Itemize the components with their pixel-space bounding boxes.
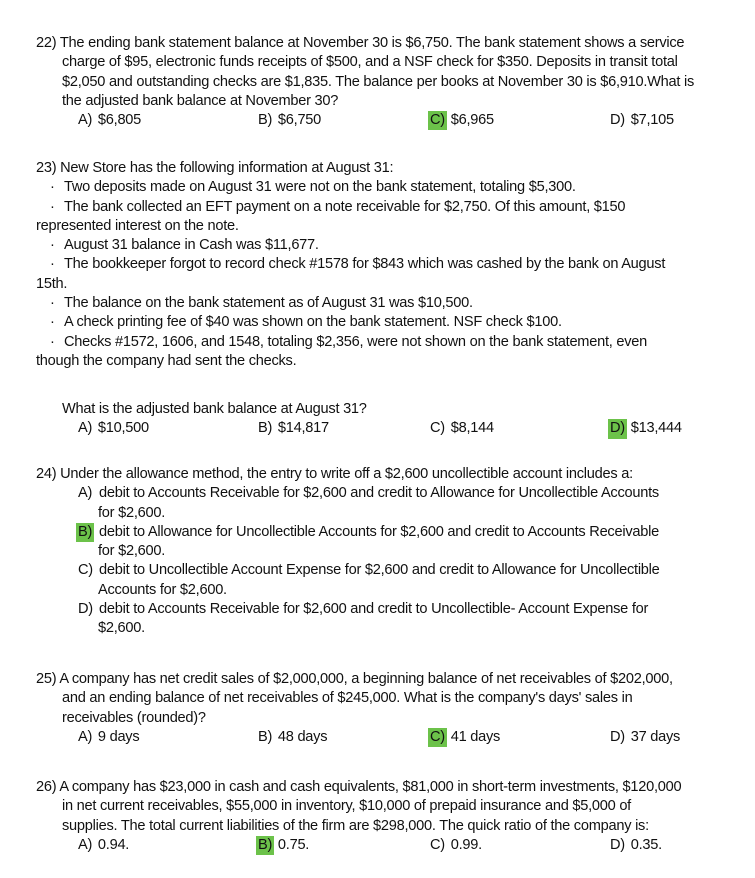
q22-option-b[interactable]: B) $6,750 (258, 112, 322, 129)
q25-line-3: receivables (rounded)? (62, 709, 206, 726)
q25-options (36, 728, 736, 748)
q23-bullet-7-cont: though the company had sent the checks. (36, 352, 297, 369)
question-25 (36, 670, 736, 748)
q24-choice-c[interactable]: C) debit to Uncollectible Account Expense for $2,600 and credit to Allowance for Uncollectible (78, 562, 660, 579)
question-26 (36, 778, 736, 856)
bullet-dot-icon: · (50, 237, 55, 254)
q22-line-4: the adjusted bank balance at November 30? (62, 92, 339, 109)
q24-stem: 24) Under the allowance method, the entry to write off a $2,600 uncollectible account includes a: (36, 466, 633, 482)
q23-option-a[interactable]: A) $10,500 (78, 420, 149, 437)
q24-choice-b-wrap: for $2,600. (98, 543, 166, 560)
q23-bullet-1: · Two deposits made on August 31 were not on the bank statement, totaling $5,300. (36, 178, 736, 197)
q23-bullet-4-cont: 15th. (36, 275, 68, 292)
q22-option-c[interactable]: C) $6,965 (430, 111, 494, 130)
q24-choice-b[interactable]: B) debit to Allowance for Uncollectible Accounts for $2,600 and credit to Accounts Receivable (36, 523, 736, 542)
q23-bullet-4: · The bookkeeper forgot to record check #1578 for $843 which was cashed by the bank on August (36, 255, 736, 274)
q24-choice-a-wrap: for $2,600. (98, 504, 166, 521)
q25-option-d[interactable]: D) 37 days (610, 728, 681, 745)
q26-options (36, 836, 736, 856)
q25-line-1: 25) A company has net credit sales of $2,000,000, a beginning balance of net receivables of $202,000, (36, 671, 673, 687)
q23-bullet-2-cont: represented interest on the note. (36, 217, 239, 234)
q24-choice-d-wrap: $2,600. (98, 620, 145, 637)
q23-option-c[interactable]: C) $8,144 (430, 420, 494, 437)
question-24 (36, 465, 736, 639)
q24-choice-c-wrap: Accounts for $2,600. (98, 581, 227, 598)
q23-bullet-6: · A check printing fee of $40 was shown on the bank statement. NSF check $100. (36, 313, 736, 332)
q22-line-1: 22) The ending bank statement balance at November 30 is $6,750. The bank statement shows a service (36, 35, 685, 51)
q23-bullet-3: · August 31 balance in Cash was $11,677. (36, 236, 736, 255)
question-22 (36, 34, 736, 131)
question-23 (36, 159, 736, 371)
q22-options (36, 111, 736, 131)
q26-option-c[interactable]: C) 0.99. (430, 836, 482, 853)
bullet-dot-icon: · (50, 256, 55, 273)
q25-option-a[interactable]: A) 9 days (78, 728, 140, 745)
q22-correct-marker: C) (428, 111, 447, 130)
q23-bullet-7: · Checks #1572, 1606, and 1548, totaling $2,356, were not shown on the bank statement, even (36, 333, 736, 352)
q22-option-a[interactable]: A) $6,805 (78, 112, 142, 129)
bullet-dot-icon: · (50, 295, 55, 312)
q24-choice-a[interactable]: A) debit to Accounts Receivable for $2,600 and credit to Allowance for Uncollectible Accounts (78, 485, 659, 502)
bullet-dot-icon: · (50, 333, 55, 350)
q24-choice-d[interactable]: D) debit to Accounts Receivable for $2,600 and credit to Uncollectible- Account Expense for (78, 601, 649, 618)
q25-correct-marker: C) (428, 728, 447, 747)
q23-option-d[interactable]: D) $13,444 (610, 419, 682, 438)
question-23-prompt (36, 400, 736, 439)
q23-question: What is the adjusted bank balance at August 31? (62, 401, 367, 417)
q23-bullet-2: · The bank collected an EFT payment on a note receivable for $2,750. Of this amount, $150 (36, 198, 736, 217)
q26-line-2: in net current receivables, $55,000 in inventory, $10,000 of prepaid insurance and $5,000 of (62, 798, 631, 815)
q22-line-2: charge of $95, electronic funds receipts of $500, and a NSF check for $350. Deposits in transit total (62, 54, 678, 71)
q25-option-c[interactable]: C) 41 days (430, 728, 500, 747)
bullet-dot-icon: · (50, 179, 55, 196)
q23-bullet-5: · The balance on the bank statement as of August 31 was $10,500. (36, 294, 736, 313)
q22-option-d[interactable]: D) $7,105 (610, 112, 674, 129)
q26-option-d[interactable]: D) 0.35. (610, 836, 662, 853)
q23-intro: 23) New Store has the following information at August 31: (36, 160, 394, 176)
bullet-dot-icon: · (50, 198, 55, 215)
q23-options (36, 419, 736, 439)
q26-option-b[interactable]: B) 0.75. (258, 836, 309, 855)
bullet-dot-icon: · (50, 314, 55, 331)
q26-correct-marker: B) (256, 836, 274, 855)
q22-line-3: $2,050 and outstanding checks are $1,835. The balance per books at November 30 is $6,910.What is (62, 73, 695, 90)
q26-option-a[interactable]: A) 0.94. (78, 836, 130, 853)
q23-option-b[interactable]: B) $14,817 (258, 420, 329, 437)
q26-line-3: supplies. The total current liabilities of the firm are $298,000. The quick ratio of the company is: (62, 817, 649, 834)
q24-correct-marker: B) (76, 523, 94, 542)
q25-option-b[interactable]: B) 48 days (258, 728, 328, 745)
q25-line-2: and an ending balance of net receivables of $245,000. What is the company's days' sales in (62, 690, 633, 707)
q26-line-1: 26) A company has $23,000 in cash and cash equivalents, $81,000 in short-term investments, $120,000 (36, 779, 682, 795)
q23-correct-marker: D) (608, 419, 627, 438)
